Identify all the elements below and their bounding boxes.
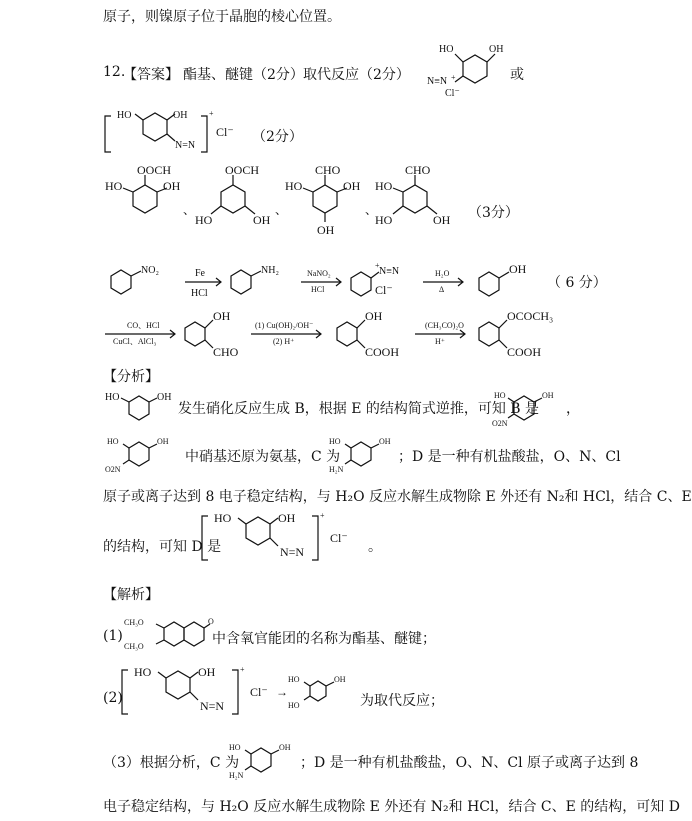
- ho-label: HO: [105, 179, 123, 193]
- question-number: 12.: [103, 64, 126, 80]
- item2-num: (2): [103, 690, 123, 706]
- ho-label: HO: [105, 392, 120, 403]
- synthesis-route-row-1: [103, 258, 543, 308]
- coumarin-structure: [122, 614, 217, 654]
- ho-label: HO: [288, 675, 300, 684]
- ho-label: HO: [117, 110, 132, 121]
- ho-label: HO: [375, 179, 393, 193]
- h2n-label: H₂N: [329, 465, 344, 474]
- oocch-label: OOCH: [225, 163, 260, 177]
- oh-label: OH: [343, 179, 361, 193]
- oocch-label: OOCH: [137, 163, 172, 177]
- ho-label: HO: [195, 213, 213, 227]
- o-label: O: [208, 617, 214, 626]
- reagent-cucl-alcl3: CuCl、AlCl₃: [113, 337, 157, 346]
- oh-label: OH: [279, 743, 291, 752]
- analysis-p1: 发生硝化反应生成 B，根据 E 的结构简式逆推，可知 B 是: [178, 401, 540, 417]
- reagent-co-hcl: CO、HCl: [127, 321, 160, 330]
- plus-sign: +: [320, 511, 325, 520]
- cho-label: CHO: [405, 163, 431, 177]
- reagent-ac2o: (CH₃CO)₂O: [425, 321, 464, 330]
- ch3o-label: CH₃O: [124, 618, 144, 627]
- reagent-cuoh2: (1) Cu(OH)₂/OH⁻: [255, 321, 314, 330]
- ho-label: HO: [214, 511, 232, 525]
- nitro-resorcinol: [103, 434, 181, 474]
- oh-label: OH: [157, 392, 172, 403]
- cl-label: Cl⁻: [330, 531, 348, 545]
- oh-label: OH: [278, 511, 296, 525]
- amino-resorcinol-c-2: [225, 740, 303, 780]
- nn-label: N≡N: [427, 76, 448, 87]
- oh-label: OH: [163, 179, 181, 193]
- ho-label: HO: [329, 437, 341, 446]
- item1-text: 中含氧官能团的名称为酯基、醚键；: [212, 631, 436, 647]
- oh-label: OH: [542, 391, 554, 400]
- reagent-h-plus: H⁺: [435, 337, 445, 346]
- no2-label: NO₂: [141, 265, 159, 276]
- or-word: 或: [510, 67, 524, 83]
- diazonium-chloride-structure: [425, 40, 505, 100]
- cooh-label: COOH: [507, 345, 542, 359]
- ho-label: HO: [229, 743, 241, 752]
- score-d: （2分）: [252, 129, 303, 145]
- plus-sign: +: [375, 261, 380, 270]
- nitro-resorcinol-b: [492, 388, 562, 428]
- amino-resorcinol-c: [325, 434, 403, 474]
- oh-label: HO: [439, 44, 454, 55]
- ho-label: HO: [134, 665, 152, 679]
- plus-sign: +: [240, 665, 245, 674]
- cho-label: CHO: [213, 345, 239, 359]
- nn-label: N=N: [175, 140, 196, 151]
- oh-label: OH: [213, 309, 231, 323]
- oh-label: OH: [433, 213, 451, 227]
- oh-label: OH: [157, 437, 169, 446]
- answer-text: 酯基、醚键（2分）: [183, 67, 304, 83]
- item1-num: (1): [103, 628, 123, 644]
- oh-label: OH: [509, 262, 527, 276]
- n-triple-label: N≡N: [379, 266, 400, 277]
- cl-label: Cl⁻: [250, 685, 268, 699]
- hydrolysis-equation: [120, 664, 360, 720]
- score-isomers: （3分）: [468, 205, 519, 221]
- reaction-arrow: →: [276, 685, 288, 699]
- separator: 、: [275, 203, 288, 217]
- o2n-label: O2N: [105, 465, 121, 474]
- ococh3-label: OCOCH₃: [507, 309, 554, 323]
- o2n-label: O2N: [492, 419, 508, 428]
- ho-label: HO: [107, 437, 119, 446]
- oh-label: OH: [379, 437, 391, 446]
- oh-label: OH: [365, 309, 383, 323]
- ho-label: HO: [494, 391, 506, 400]
- analysis-p2b: ；D 是一种有机盐酸盐，O、N、Cl: [398, 449, 621, 465]
- ho-label: HO: [288, 701, 300, 710]
- reaction-type: 取代反应（2分）: [303, 67, 410, 83]
- item3-b: ；D 是一种有机盐酸盐，O、N、Cl 原子或离子达到 8: [300, 755, 639, 771]
- diazonium-d-structure: [200, 510, 370, 566]
- plus-sign: +: [209, 109, 214, 118]
- score-route: （ 6 分）: [547, 275, 607, 291]
- reagent-hcl: HCl: [311, 285, 325, 294]
- separator: 、: [183, 203, 196, 217]
- reagent-fe: Fe: [195, 268, 205, 279]
- oh-label: OH: [253, 213, 271, 227]
- item2-text: 为取代反应；: [360, 693, 444, 709]
- period: 。: [368, 539, 382, 555]
- reagent-nano2: NaNO₂: [307, 269, 331, 278]
- ho-label: HO: [285, 179, 303, 193]
- answer-tag: 【答案】: [123, 67, 179, 83]
- explanation-last: 电子稳定结构，与 H₂O 反应水解生成物除 E 外还有 N₂和 HCl，结合 C、E 的结构，可知 D: [103, 799, 680, 815]
- analysis-p3: 原子或离子达到 8 电子稳定结构，与 H₂O 反应水解生成物除 E 外还有 N₂和 HCl，结合 C、E: [103, 489, 692, 505]
- oh-label: OH: [173, 110, 188, 121]
- text-line-1: 原子，则镍原子位于晶胞的棱心位置。: [103, 9, 341, 25]
- reagent-hcl: HCl: [191, 288, 208, 299]
- ch3o-label: CH₃O: [124, 642, 144, 651]
- oh-label: OH: [198, 665, 216, 679]
- separator: 、: [365, 203, 378, 217]
- plus-sign: +: [451, 73, 456, 82]
- synthesis-route-row-2: [103, 308, 563, 364]
- analysis-header: 【分析】: [103, 369, 159, 385]
- oh-label: OH: [317, 223, 335, 237]
- nn-label: N=N: [200, 699, 225, 713]
- cl-label: Cl⁻: [445, 88, 460, 99]
- item3-a: （3）根据分析，C 为: [103, 755, 240, 771]
- oh-label: OH: [489, 44, 504, 55]
- cho-label: CHO: [315, 163, 341, 177]
- h2n-label: H₂N: [229, 771, 244, 780]
- resorcinol-structure: [103, 390, 181, 424]
- cl-label: Cl⁻: [216, 125, 234, 139]
- reagent-h2o: H₂O: [435, 269, 450, 278]
- explanation-header: 【解析】: [103, 587, 159, 603]
- comma: ，: [566, 401, 580, 417]
- analysis-p2a: 中硝基还原为氨基，C 为: [185, 449, 341, 465]
- analysis-p4: 的结构，可知 D 是: [103, 539, 222, 555]
- ho-label: HO: [375, 213, 393, 227]
- cl-label: Cl⁻: [375, 283, 393, 297]
- oh-label: OH: [334, 675, 346, 684]
- cooh-label: COOH: [365, 345, 400, 359]
- nn-label: N=N: [280, 545, 305, 559]
- nh2-label: NH₂: [261, 265, 279, 276]
- reagent-heat: Δ: [439, 285, 445, 294]
- reagent-h-plus: (2) H⁺: [273, 337, 295, 346]
